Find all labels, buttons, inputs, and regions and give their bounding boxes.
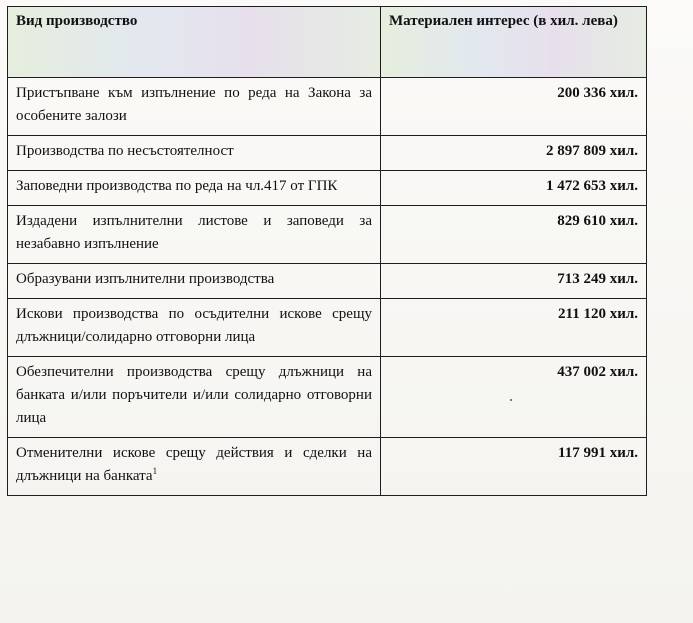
row-proceeding-type: Искови производства по осъдителни искове срещу длъжници/солидарно отговорни лица xyxy=(8,299,381,357)
row-proceeding-type: Обезпечителни производства срещу длъжници на банката и/или поръчители и/или солидарно отговорни лица xyxy=(8,357,381,438)
table-row xyxy=(8,206,647,264)
row-amount: 200 336 хил. xyxy=(381,78,647,136)
row-proceeding-type: Издадени изпълнителни листове и заповеди за незабавно изпълнение xyxy=(8,206,381,264)
table-row xyxy=(8,171,647,206)
table-row xyxy=(8,264,647,299)
header-proceeding-type: Вид производство xyxy=(8,7,381,78)
footnote-marker: 1 xyxy=(152,466,158,476)
table-row xyxy=(8,78,647,136)
row-proceeding-type-text: Отменителни искове срещу действия и сделки на длъжници на банката xyxy=(16,445,372,484)
row-amount: 829 610 хил. xyxy=(381,206,647,264)
table-row xyxy=(8,438,647,496)
row-amount: 437 002 хил. xyxy=(381,357,647,438)
row-proceeding-type: Пристъпване към изпълнение по реда на Закона за особените залози xyxy=(8,78,381,136)
row-amount: 2 897 809 хил. xyxy=(381,136,647,171)
row-amount: 211 120 хил. xyxy=(381,299,647,357)
table-header-row xyxy=(8,7,647,78)
row-amount: 713 249 хил. xyxy=(381,264,647,299)
table-row xyxy=(8,299,647,357)
table-row xyxy=(8,357,647,438)
proceedings-table xyxy=(7,6,647,496)
row-proceeding-type: Образувани изпълнителни производства xyxy=(8,264,381,299)
row-amount: 1 472 653 хил. xyxy=(381,171,647,206)
row-amount: 117 991 хил. xyxy=(381,438,647,496)
table-row xyxy=(8,136,647,171)
row-proceeding-type xyxy=(8,438,381,496)
row-proceeding-type: Производства по несъстоятелност xyxy=(8,136,381,171)
scan-speck xyxy=(510,399,512,401)
header-material-interest: Материален интерес (в хил. лева) xyxy=(381,7,647,78)
row-proceeding-type: Заповедни производства по реда на чл.417 от ГПК xyxy=(8,171,381,206)
